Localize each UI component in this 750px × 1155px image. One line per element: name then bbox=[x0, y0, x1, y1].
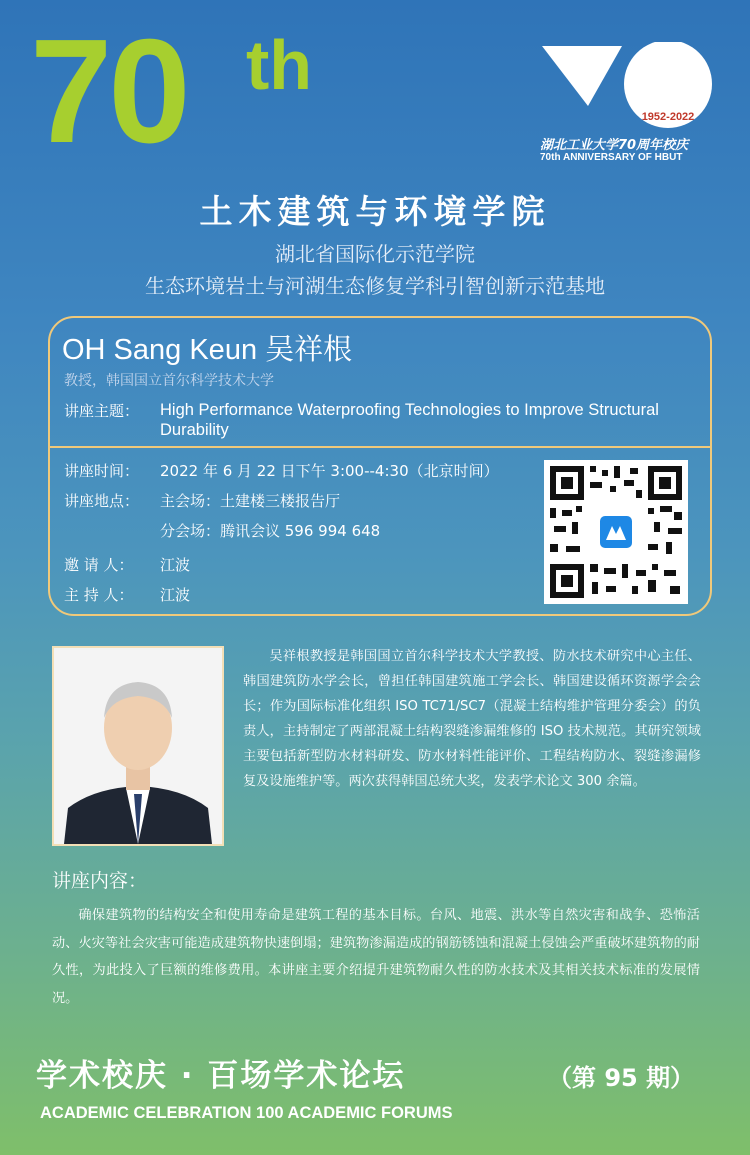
anniversary-number: 70 bbox=[30, 9, 187, 174]
speaker-portrait-icon bbox=[54, 648, 222, 844]
content-text: 确保建筑物的结构安全和使用寿命是建筑工程的基本目标。台风、地震、洪水等自然灾害和战争、恐怖活动、火灾等社会灾害可能造成建筑物快速倒塌；建筑物渗漏造成的钢筋锈蚀和混凝土侵蚀会严重破坏建筑物的耐久性，为此投入了巨额的维修费用。本讲座主要介绍提升建筑物耐久性的防水技术及其相关技术标准的发展情况。 bbox=[52, 908, 700, 1006]
card-divider bbox=[48, 446, 712, 448]
venue-label: 讲座地点： bbox=[64, 492, 140, 510]
host-row bbox=[64, 584, 190, 605]
speaker-name: OH Sang Keun 吴祥根 bbox=[62, 334, 353, 366]
inviter-label: 邀 请 人： bbox=[64, 556, 134, 574]
speaker-role: 教授，韩国国立首尔科学技术大学 bbox=[64, 373, 274, 389]
venue-branch: 分会场：腾讯会议 596 994 648 bbox=[160, 522, 381, 540]
school-name: 土木建筑与环境学院 bbox=[199, 192, 551, 231]
venue-row bbox=[64, 490, 340, 511]
host-value: 江波 bbox=[160, 586, 191, 604]
lecture-info-card bbox=[48, 316, 712, 616]
qr-code-icon bbox=[544, 460, 688, 604]
time-value: 2022 年 6 月 22 日下午 3:00--4:30（北京时间） bbox=[160, 462, 499, 480]
venue-main: 主会场：土建楼三楼报告厅 bbox=[160, 492, 341, 510]
topic-row bbox=[64, 400, 704, 440]
logo-cn-text: 湖北工业大学70周年校庆 bbox=[540, 138, 689, 153]
tencent-meeting-icon bbox=[600, 516, 632, 548]
school-subtitle-1: 湖北省国际化示范学院 bbox=[275, 242, 475, 266]
logo-en-text: 70th ANNIVERSARY OF HBUT bbox=[540, 152, 683, 163]
meeting-qr-code[interactable] bbox=[544, 460, 688, 604]
topic-label: 讲座主题： bbox=[64, 402, 140, 420]
logo-years: 1952-2022 bbox=[641, 111, 695, 123]
topic-value: High Performance Waterproofing Technologies to Improve Structural Durability bbox=[160, 401, 659, 439]
inviter-row bbox=[64, 554, 190, 575]
anniversary-suffix: th bbox=[246, 26, 313, 104]
time-row bbox=[64, 460, 499, 481]
time-label: 讲座时间： bbox=[64, 462, 140, 480]
speaker-bio: 吴祥根教授是韩国国立首尔科学技术大学教授、防水技术研究中心主任、韩国建筑防水学会长，曾担任韩国建筑施工学会长、韩国建设循环资源学会会长；作为国际标准化组织 ISO TC71/SC7（混凝土结构维护管理分委会）的负责人，主持制定了两部混凝土结构裂缝渗漏维修的 ISO 技术规范。其研究领域主要包括新型防水材料研发、防水材料性能评价、工程结构防水、裂缝渗漏修复及设施维护等。两次获得韩国总统大奖，发表学术论文 300 余篇。 bbox=[243, 649, 701, 789]
forum-title-en: ACADEMIC CELEBRATION 100 ACADEMIC FORUMS bbox=[40, 1104, 453, 1122]
content-title: 讲座内容： bbox=[52, 870, 148, 892]
host-label: 主 持 人： bbox=[64, 586, 134, 604]
school-subtitle-2: 生态环境岩土与河湖生态修复学科引智创新示范基地 bbox=[145, 274, 605, 298]
speaker-photo bbox=[52, 646, 224, 846]
anniversary-70-logo-icon bbox=[540, 42, 720, 134]
inviter-value: 江波 bbox=[160, 556, 191, 574]
forum-issue: （第 95 期） bbox=[548, 1064, 695, 1092]
venue-branch-row bbox=[64, 520, 380, 541]
university-logo bbox=[540, 42, 720, 172]
forum-title: 学术校庆 · 百场学术论坛 bbox=[36, 1058, 406, 1094]
